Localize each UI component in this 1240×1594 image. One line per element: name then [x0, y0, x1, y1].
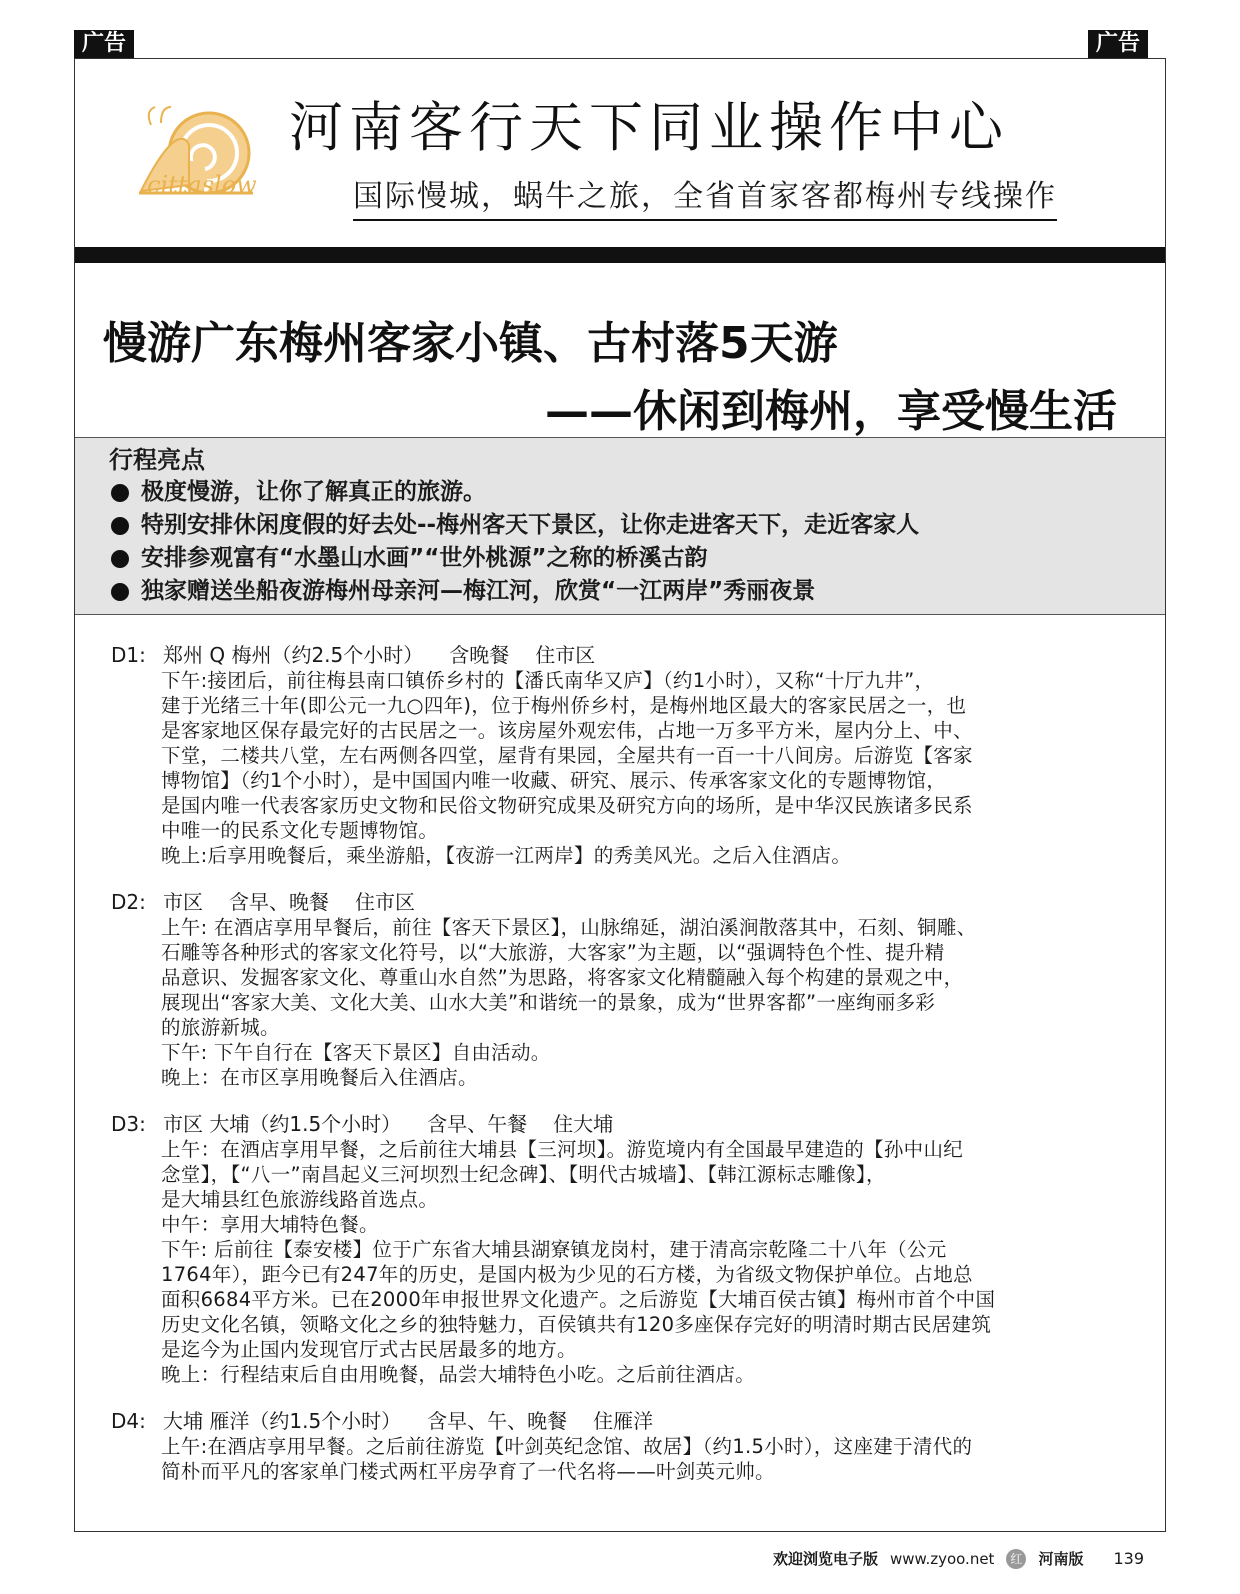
day-text-line: 简朴而平凡的客家单门楼式两杠平房孕育了一代名将——叶剑英元帅。 [161, 1460, 775, 1483]
day-text-line: 晚上：在市区享用晚餐后入住酒店。 [161, 1066, 478, 1089]
day-text-line: 是迄今为止国内发现官厅式古民居最多的地方。 [161, 1338, 577, 1361]
day-header [111, 643, 1157, 668]
day-text-line: 1764年），距今已有247年的历史，是国内极为少见的石方楼，为省级文物保护单位。占地总 [161, 1263, 973, 1286]
ad-frame [74, 58, 1166, 1532]
page-number: 139 [1113, 1549, 1144, 1568]
day-label: D3: [111, 1112, 146, 1136]
itinerary [111, 643, 1157, 1506]
footer-url[interactable]: www.zyoo.net [890, 1549, 995, 1568]
day-text-line: 念堂】，【“八一”南昌起义三河坝烈士纪念碑】、【明代古城墙】、【韩江源标志雕像】， [161, 1163, 886, 1186]
day-4 [111, 1409, 1157, 1484]
highlight-item: 特别安排休闲度假的好去处--梅州客天下景区，让你走进客天下，走近客家人 [109, 509, 1165, 542]
day-text-line: 是大埔县红色旅游线路首选点。 [161, 1188, 439, 1211]
day-text-line: 晚上：行程结束后自由用晚餐，品尝大埔特色小吃。之后前往酒店。 [161, 1363, 756, 1386]
day-text-line: 历史文化名镇，领略文化之乡的独特魅力，百侯镇共有120多座保存完好的明清时期古民居建筑 [161, 1313, 992, 1336]
day-text-line: 石雕等各种形式的客家文化符号，以“大旅游，大客家”为主题，以“强调特色个性、提升精 [161, 941, 945, 964]
day-text-line: 晚上:后享用晚餐后，乘坐游船，【夜游一江两岸】的秀美风光。之后入住酒店。 [161, 844, 852, 867]
day-text-line: 下午: 下午自行在【客天下景区】自由活动。 [161, 1041, 551, 1064]
day-meals: 含早、午餐 [427, 1112, 528, 1136]
day-label: D2: [111, 890, 146, 914]
day-route: 郑州 Q 梅州（约2.5个小时） [163, 643, 424, 667]
day-text-line: 是国内唯一代表客家历史文物和民俗文物研究成果及研究方向的场所，是中华汉民族诸多民系 [161, 794, 973, 817]
day-2 [111, 890, 1157, 1090]
highlights-list [109, 476, 1165, 608]
footer [773, 1548, 1144, 1569]
hong-badge-icon: 红 [1006, 1549, 1026, 1569]
logo-text: cittaslow [147, 171, 257, 199]
day-text-line: 是客家地区保存最完好的古民居之一。该房屋外观宏伟，占地一万多平方米，屋内分上、中、 [161, 719, 973, 742]
day-label: D1: [111, 643, 146, 667]
highlight-item: 独家赠送坐船夜游梅州母亲河—梅江河，欣赏“一江两岸”秀丽夜景 [109, 575, 1165, 608]
day-text-line: 中午：享用大埔特色餐。 [161, 1213, 379, 1236]
day-route: 大埔 雁洋（约1.5个小时） [163, 1409, 402, 1433]
day-text-line: 展现出“客家大美、文化大美、山水大美”和谐统一的景象，成为“世界客都”一座绚丽多彩 [161, 991, 936, 1014]
day-stay: 住大埔 [553, 1112, 614, 1136]
day-text-line: 面积6684平方米。已在2000年申报世界文化遗产。之后游览【大埔百侯古镇】梅州市首个中国 [161, 1288, 996, 1311]
day-route: 市区 [163, 890, 203, 914]
day-header [111, 1112, 1157, 1137]
header [75, 59, 1165, 247]
day-header [111, 1409, 1157, 1434]
highlight-item: 安排参观富有“水墨山水画”“世外桃源”之称的桥溪古韵 [109, 542, 1165, 575]
day-text-line: 建于光绪三十年(即公元一九○四年)，位于梅州侨乡村，是梅州地区最大的客家民居之一，也 [161, 694, 967, 717]
day-text-line: 下午:接团后，前往梅县南口镇侨乡村的【潘氏南华又庐】（约1小时），又称“十厅九井”， [161, 669, 935, 692]
ad-tag-right: 广告 [1088, 30, 1148, 58]
day-stay: 住市区 [535, 643, 596, 667]
highlights-title: 行程亮点 [109, 446, 205, 474]
day-text-line: 下堂，二楼共八堂，左右两侧各四堂，屋背有果园，全屋共有一百一十八间房。后游览【客家 [161, 744, 973, 767]
day-meals: 含晚餐 [449, 643, 510, 667]
day-1 [111, 643, 1157, 868]
day-text-line: 下午: 后前往【泰安楼】位于广东省大埔县湖寮镇龙岗村，建于清高宗乾隆二十八年（公元 [161, 1238, 947, 1261]
slogan: 国际慢城，蜗牛之旅，全省首家客都梅州专线操作 [353, 171, 1057, 221]
day-text-line: 上午:在酒店享用早餐。之后前往游览【叶剑英纪念馆、故居】（约1.5小时），这座建于清代的 [161, 1435, 973, 1458]
day-route: 市区 大埔（约1.5个小时） [163, 1112, 402, 1136]
highlight-item: 极度慢游，让你了解真正的旅游。 [109, 476, 1165, 509]
divider-bar [75, 247, 1165, 263]
day-label: D4: [111, 1409, 146, 1433]
day-meals: 含早、晚餐 [229, 890, 329, 914]
tour-subtitle: ——休闲到梅州，享受慢生活 [545, 386, 1117, 437]
day-header [111, 890, 1157, 915]
highlights-box [75, 437, 1165, 615]
day-text-line: 的旅游新城。 [161, 1016, 280, 1039]
day-text-line: 品意识、发掘客家文化、尊重山水自然”为思路，将客家文化精髓融入每个构建的景观之中， [161, 966, 964, 989]
ad-tag-left: 广告 [74, 30, 134, 58]
footer-edition: 河南版 [1038, 1550, 1084, 1568]
day-text-line: 博物馆】（约1个小时），是中国国内唯一收藏、研究、展示、传承客家文化的专题博物馆， [161, 769, 947, 792]
day-3 [111, 1112, 1157, 1387]
day-stay: 住雁洋 [593, 1409, 654, 1433]
day-text-line: 上午: 在酒店享用早餐后，前往【客天下景区】，山脉绵延，湖泊溪涧散落其中，石刻、铜雕、 [161, 916, 977, 939]
tour-title: 慢游广东梅州客家小镇、古村落5天游 [103, 318, 838, 369]
day-meals: 含早、午、晚餐 [427, 1409, 568, 1433]
company-name: 河南客行天下同业操作中心 [289, 96, 1009, 159]
day-stay: 住市区 [355, 890, 415, 914]
day-text-line: 中唯一的民系文化专题博物馆。 [161, 819, 439, 842]
day-text-line: 上午：在酒店享用早餐，之后前往大埔县【三河坝】。游览境内有全国最早建造的【孙中山纪 [161, 1138, 964, 1161]
footer-welcome: 欢迎浏览电子版 [773, 1550, 879, 1568]
